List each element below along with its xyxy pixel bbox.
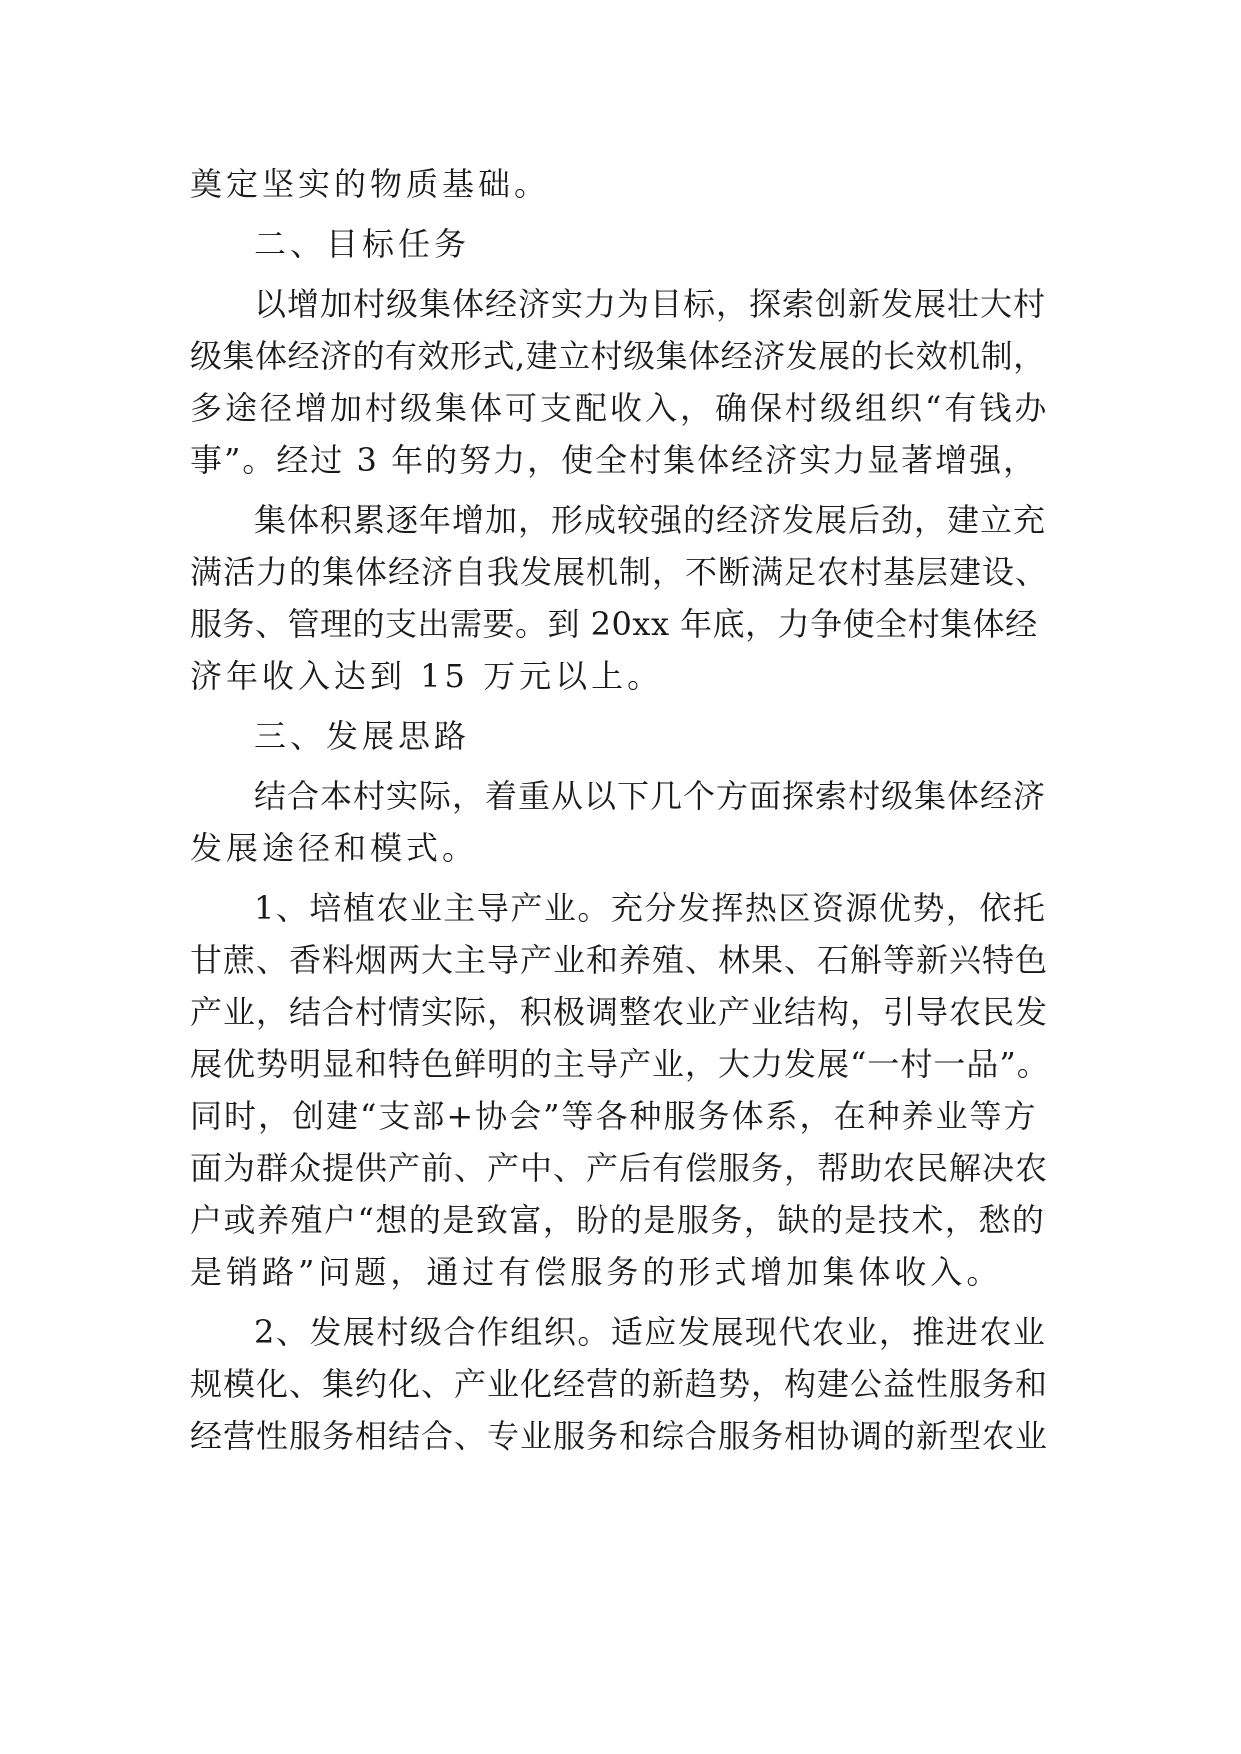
paragraph-first-line: 三、发展思路	[254, 717, 471, 755]
paragraph-line: 服务、管理的支出需要。到 20xx 年底，力争使全村集体经	[190, 605, 1038, 643]
paragraph-line: 发展途径和模式。	[190, 829, 479, 867]
paragraph-line: 甘蔗、香料烟两大主导产业和养殖、林果、石斛等新兴特色	[190, 941, 1049, 979]
paragraph-first-line: 1、培植农业主导产业。充分发挥热区资源优势，依托	[254, 889, 1047, 927]
paragraph-line: 级集体经济的有效形式,建立村级集体经济发展的长效机制，	[190, 337, 1046, 375]
paragraph-first-line: 以增加村级集体经济实力为目标，探索创新发展壮大村	[254, 285, 1047, 323]
paragraph-first-line: 集体积累逐年增加，形成较强的经济发展后劲，建立充	[254, 501, 1047, 539]
paragraph-line: 户或养殖户“想的是致富，盼的是服务，缺的是技术，愁的	[190, 1201, 1046, 1239]
paragraph-line: 规模化、集约化、产业化经营的新趋势，构建公益性服务和	[190, 1365, 1049, 1403]
paragraph-line: 是销路”问题，通过有偿服务的形式增加集体收入。	[190, 1253, 1003, 1291]
paragraph-line: 济年收入达到 15 万元以上。	[190, 657, 664, 695]
paragraph-line: 展优势明显和特色鲜明的主导产业，大力发展“一村一品”。	[190, 1045, 1050, 1083]
paragraph-line: 多途径增加村级集体可支配收入，确保村级组织“有钱办	[190, 389, 1050, 427]
paragraph-line: 同时，创建“支部+协会”等各种服务体系，在种养业等方	[190, 1097, 1038, 1135]
document-body	[190, 158, 1050, 1462]
paragraph-line: 满活力的集体经济自我发展机制，不断满足农村基层建设、	[190, 553, 1049, 591]
paragraph-line: 事”。经过 3 年的努力，使全村集体经济实力显著增强，	[190, 441, 1038, 479]
paragraph-first-line: 二、目标任务	[254, 225, 471, 263]
paragraph-first-line: 结合本村实际，着重从以下几个方面探索村级集体经济	[254, 777, 1047, 815]
paragraph-line: 产业，结合村情实际，积极调整农业产业结构，引导农民发	[190, 993, 1049, 1031]
paragraph-line: 面为群众提供产前、产中、产后有偿服务，帮助农民解决农	[190, 1149, 1049, 1187]
paragraph-first-line: 2、发展村级合作组织。适应发展现代农业，推进农业	[254, 1313, 1047, 1351]
paragraph-line: 奠定坚实的物质基础。	[190, 165, 551, 203]
paragraph-line: 经营性服务相结合、专业服务和综合服务相协调的新型农业	[190, 1417, 1049, 1455]
